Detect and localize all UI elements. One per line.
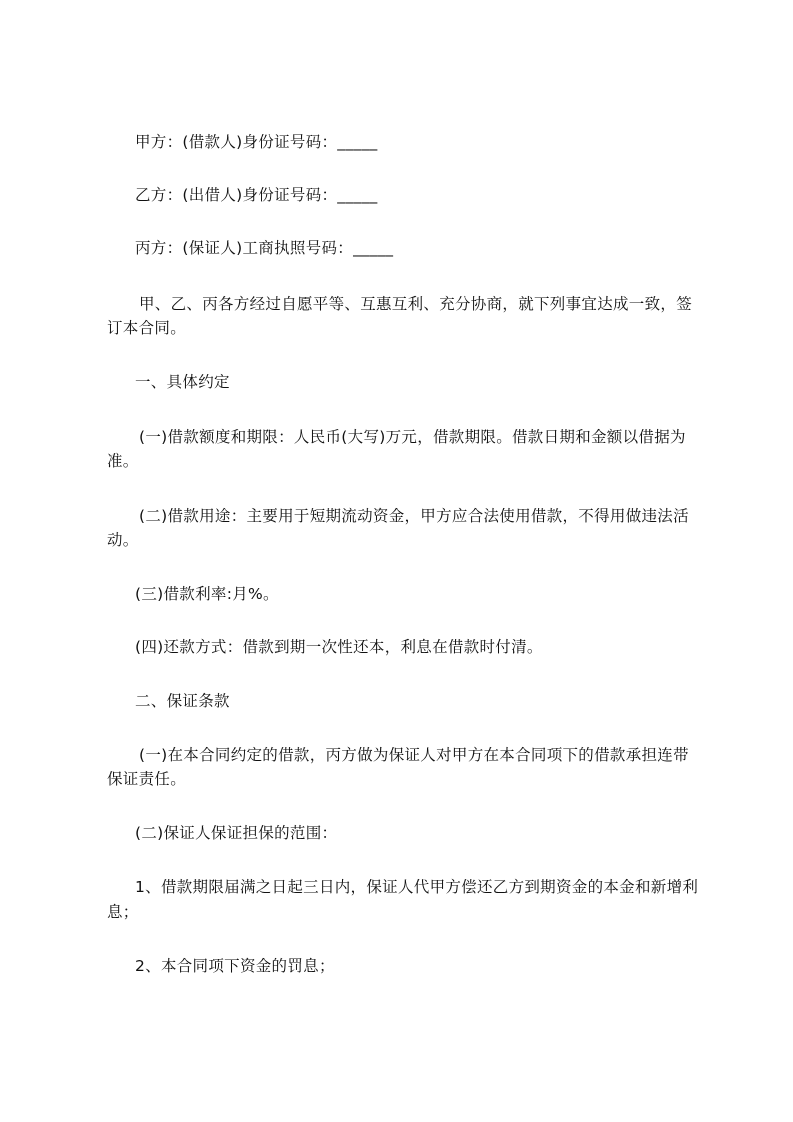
item-1-2-line-2: 动。: [107, 531, 139, 549]
sub-item-1-line-2: 息；: [107, 903, 139, 921]
section-1-heading: 一、具体约定: [135, 373, 230, 391]
item-1-4: (四)还款方式：借款到期一次性还本，利息在借款时付清。: [135, 638, 543, 656]
party-b-line: 乙方：(出借人)身份证号码：_____: [135, 186, 378, 204]
item-1-2-line-1: (二)借款用途：主要用于短期流动资金，甲方应合法使用借款，不得用做违法活: [139, 507, 689, 525]
item-1-1-line-2: 准。: [107, 452, 139, 470]
item-2-1-line-2: 保证责任。: [107, 770, 187, 788]
sub-item-1-line-1: 1、借款期限届满之日起三日内，保证人代甲方偿还乙方到期资金的本金和新增利: [135, 878, 699, 896]
party-a-line: 甲方：(借款人)身份证号码：_____: [135, 133, 378, 151]
item-1-3: (三)借款利率:月%。: [135, 585, 279, 603]
preamble-line-2: 订本合同。: [107, 319, 187, 337]
item-1-1-line-1: (一)借款额度和期限：人民币(大写)万元，借款期限。借款日期和金额以借据为: [139, 428, 686, 446]
item-2-1-line-1: (一)在本合同约定的借款，丙方做为保证人对甲方在本合同项下的借款承担连带: [139, 746, 689, 764]
party-c-line: 丙方：(保证人)工商执照号码：_____: [135, 239, 394, 257]
item-2-2: (二)保证人保证担保的范围：: [135, 824, 338, 842]
sub-item-2: 2、本合同项下资金的罚息；: [135, 957, 335, 975]
section-2-heading: 二、保证条款: [135, 692, 230, 710]
preamble-line-1: 甲、乙、丙各方经过自愿平等、互惠互利、充分协商，就下列事宜达成一致，签: [139, 295, 693, 313]
